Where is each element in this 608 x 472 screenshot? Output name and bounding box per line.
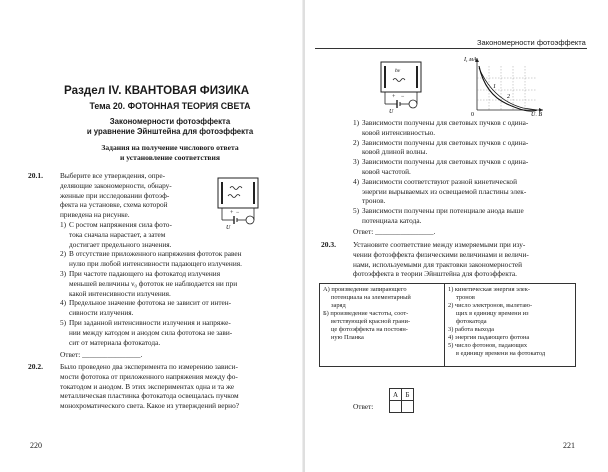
- text-line: токатодом и анодом. В этих экспериментах одна и та же: [60, 381, 235, 391]
- match-line: 2) число электронов, вылетаю-: [448, 302, 533, 309]
- options-list: [60, 220, 272, 347]
- answer-grid-header-b: Б: [402, 389, 414, 401]
- y-axis-label: I, мА: [464, 57, 477, 63]
- match-line: ветствующей красной грани-: [331, 318, 411, 325]
- left-page: [0, 0, 303, 472]
- match-line: потенциала на элементарный: [331, 294, 411, 301]
- text-line: чении фотоэффекта физическими величинами и величи-: [353, 249, 529, 259]
- match-line: тронов: [456, 294, 475, 301]
- light-wave-icon: [228, 195, 240, 198]
- curve-2-label: 2: [507, 94, 510, 100]
- option-number: 3): [60, 268, 67, 278]
- option-number: 2): [60, 249, 67, 259]
- option-line: энергии вырываемых из освещаемой пластины элек-: [362, 186, 527, 196]
- photon-energy-label: hν: [395, 68, 401, 74]
- option-line: тока сначала нарастает, а затем: [69, 229, 166, 239]
- curve-1-label: 1: [493, 84, 496, 90]
- option-item: [60, 318, 272, 347]
- answer-line: [60, 350, 142, 360]
- option-number: 4): [353, 176, 360, 186]
- option-line: Предельное значение фототока не зависит от интен-: [69, 298, 232, 308]
- origin-label: 0: [471, 112, 474, 116]
- option-number: 3): [353, 157, 360, 167]
- option-line: потенциала катода.: [362, 215, 422, 225]
- page-number: 221: [563, 441, 575, 450]
- text-line: фотоэффекта в теории Эйнштейна для фотоэффекта.: [353, 269, 517, 279]
- subtitle-line: и уравнение Эйнштейна для фотоэффекта: [86, 127, 254, 136]
- question-text: [60, 362, 274, 411]
- option-item: [60, 269, 272, 298]
- x-axis-label: U, В: [531, 112, 542, 116]
- voltage-label: U: [226, 225, 231, 230]
- option-line: тронов.: [362, 196, 386, 206]
- option-line: ковой интенсивностью.: [362, 127, 436, 137]
- option-item: [353, 118, 585, 138]
- right-page: [305, 0, 608, 472]
- option-number: 1): [353, 118, 360, 127]
- vacuum-tube-outline: [218, 178, 258, 208]
- answer-grid-cell-b[interactable]: [402, 401, 414, 413]
- minus-label: −: [236, 210, 240, 216]
- plus-label: +: [230, 210, 234, 216]
- curve-1: [479, 66, 537, 111]
- option-line: Зависимости соответствуют разной кинетической: [362, 176, 517, 186]
- question-text: [60, 171, 210, 220]
- text-line: металлическая пластинка фотокатода освещалась пучком: [60, 391, 239, 401]
- answer2-label: Ответ:: [353, 402, 374, 411]
- question-number: 20.2.: [28, 362, 43, 371]
- option-number: 4): [60, 298, 67, 308]
- tasks-header-line: Задания на получение числового ответа: [101, 143, 239, 152]
- match-line: в единицу времени на фотокатод: [456, 350, 546, 357]
- answer-grid-header-a: А: [390, 389, 402, 401]
- vacuum-tube-outline: [381, 62, 421, 92]
- text-line: Установите соответствие между измеряемыми при изу-: [353, 240, 526, 249]
- option-line: ковой длиной волны.: [362, 147, 428, 157]
- matching-left-column: [320, 284, 445, 367]
- answer-label: Ответ:: [60, 350, 81, 359]
- option-line: В отсутствие приложенного напряжения фототок равен: [69, 249, 242, 259]
- text-line: женные при исследовании фотоэф-: [60, 190, 170, 200]
- text-line: Было проведено два эксперимента по измерению зависи-: [60, 362, 238, 371]
- option-line: Зависимости получены при потенциале анода выше: [362, 206, 524, 216]
- option-line: достигает предельного значения.: [69, 239, 172, 249]
- tasks-header-line: и установление соответствия: [119, 152, 221, 162]
- option-line: нии между катодом и анодом сила фототока не зави-: [69, 327, 233, 337]
- answer-line: [353, 227, 435, 237]
- match-line: Б) произведение частоты, соот-: [323, 310, 409, 317]
- match-line: 1) кинетическая энергия элек-: [448, 286, 531, 293]
- option-item: [353, 157, 585, 177]
- option-line: сит от материала фотокатода.: [69, 337, 161, 347]
- matching-table: [319, 283, 576, 367]
- light-wave-icon: [230, 187, 242, 190]
- voltage-label: U: [389, 109, 394, 114]
- subtitle: [40, 117, 300, 137]
- option-line: С ростом напряжения сила фото-: [69, 220, 172, 229]
- text-line: монохроматического света. Какое из утверждений верно?: [60, 401, 239, 411]
- answer-grid-cell-a[interactable]: [390, 401, 402, 413]
- option-item: [60, 298, 272, 318]
- option-item: [353, 206, 585, 226]
- option-item: [60, 220, 272, 249]
- option-line: какой интенсивности излучения.: [69, 288, 171, 298]
- section-title: Раздел IV. КВАНТОВАЯ ФИЗИКА: [64, 84, 250, 97]
- option-number: 1): [60, 220, 67, 229]
- topic-title: Тема 20. ФОТОННАЯ ТЕОРИЯ СВЕТА: [89, 101, 251, 111]
- running-head: Закономерности фотоэффекта: [477, 38, 586, 47]
- text-line: нами, используемыми для трактовки закономерностей: [353, 259, 523, 269]
- option-item: [353, 138, 585, 158]
- text-line: приведена на рисунке.: [60, 210, 130, 220]
- option-number: 5): [60, 317, 67, 327]
- option-item: [353, 177, 585, 206]
- option-line: меньшей величины ν₀ фототок не наблюдается ни при: [69, 278, 238, 288]
- option-line: Зависимости получены для световых пучков с одина-: [362, 137, 529, 147]
- option-line: Зависимости получены для световых пучков с одина-: [362, 157, 529, 167]
- plus-label: +: [392, 94, 396, 100]
- question-number: 20.1.: [28, 171, 43, 180]
- page-number: 220: [30, 441, 42, 450]
- text-line: Выберите все утверждения, опре-: [60, 171, 166, 180]
- option-line: При частоте падающего на фотокатод излучения: [69, 268, 221, 278]
- question-number: 20.3.: [321, 240, 336, 249]
- option-line: ковой частотой.: [362, 166, 411, 176]
- text-line: деляющие закономерности, обнару-: [60, 180, 172, 190]
- match-line: 3) работа выхода: [448, 326, 494, 333]
- answer-label: Ответ:: [353, 227, 374, 236]
- option-number: 5): [353, 206, 360, 216]
- match-line: це фотоэффекта на постоян-: [331, 326, 408, 333]
- tasks-header: [40, 143, 300, 163]
- option-number: 2): [353, 137, 360, 147]
- header-rule: [315, 48, 587, 49]
- match-line: 5) число фотонов, падающих: [448, 342, 528, 349]
- answer-grid: [389, 388, 414, 413]
- light-wave-icon: [393, 79, 405, 82]
- option-line: Зависимости получены для световых пучков с одина-: [362, 118, 529, 127]
- option-line: сивности излучения.: [69, 308, 134, 318]
- current-voltage-graph: [463, 54, 547, 116]
- matching-right-column: [445, 284, 576, 367]
- question-text: [353, 240, 587, 279]
- match-line: заряд: [331, 302, 346, 309]
- options-list: [353, 118, 585, 226]
- match-line: фотокатода: [456, 318, 487, 325]
- match-line: щих в единицу времени из: [456, 310, 529, 317]
- text-line: фекта на установке, схема которой: [60, 200, 168, 210]
- option-line: нулю при любой интенсивности падающего излучения.: [69, 259, 242, 269]
- answer-blank[interactable]: ________________.: [82, 350, 143, 359]
- match-line: А) произведение запирающего: [323, 286, 407, 293]
- curve-2: [479, 68, 537, 110]
- ammeter-icon: [409, 100, 417, 108]
- option-item: [60, 249, 272, 269]
- match-line: ную Планка: [331, 334, 364, 341]
- text-line: мости фототока от приложенного напряжения между фо-: [60, 371, 238, 381]
- photocell-circuit-figure: [375, 56, 437, 114]
- option-line: При заданной интенсивности излучения и напряже-: [69, 317, 231, 327]
- answer-blank[interactable]: ________________.: [375, 227, 436, 236]
- match-line: 4) энергия падающего фотона: [448, 334, 530, 341]
- minus-label: −: [401, 94, 405, 100]
- subtitle-line: Закономерности фотоэффекта: [109, 117, 231, 126]
